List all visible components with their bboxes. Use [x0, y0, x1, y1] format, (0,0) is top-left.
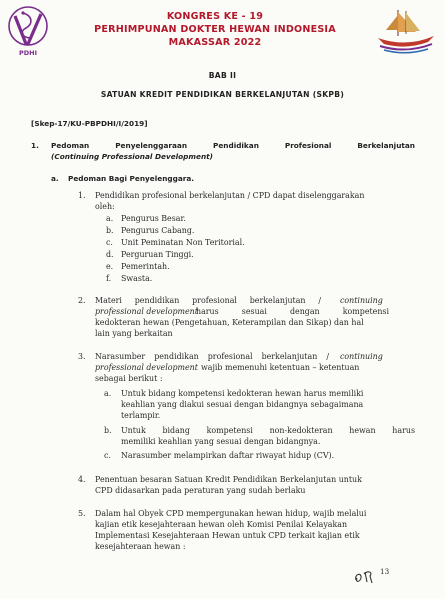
- document-header: [0, 0, 445, 58]
- skep-reference: [Skep-17/KU-PBPDHI/I/2019]: [31, 119, 148, 128]
- list-item: Pemerintah.: [121, 262, 170, 271]
- item-2-text: harus sesuai dengan kompetensi: [196, 307, 389, 316]
- item-3-text: Narasumber pendidikan profesional berkelanjutan /: [95, 352, 329, 361]
- section-1-number: 1.: [31, 141, 39, 150]
- organization-name: PERHIMPUNAN DOKTER HEWAN INDONESIA: [94, 24, 336, 35]
- list-item-letter: a.: [106, 214, 114, 223]
- list-item-letter: b.: [106, 226, 114, 235]
- item-5-text: kesejahteraan hewan :: [95, 542, 186, 551]
- list-item-letter: a.: [104, 389, 112, 398]
- list-item-letter: d.: [106, 250, 114, 259]
- item-1-number: 1.: [78, 191, 86, 200]
- item-2-text: Materi pendidikan profesional berkelanjutan /: [95, 296, 321, 305]
- handwritten-initials: [356, 572, 372, 583]
- item-1-text: oleh:: [95, 202, 115, 211]
- list-item: Untuk bidang kompetensi non-kedokteran hewan harus: [121, 426, 415, 435]
- list-item: keahlian yang diakui sesuai dengan bidangnya sebagaimana: [121, 400, 364, 409]
- chapter-heading: BAB II: [208, 71, 237, 80]
- list-item-letter: b.: [104, 426, 112, 435]
- subsection-a-letter: a.: [51, 174, 59, 183]
- item-2-text-italic: professional development: [95, 307, 198, 316]
- list-item: Swasta.: [121, 274, 153, 283]
- item-2-text: lain yang berkaitan: [95, 329, 173, 338]
- list-item: Pengurus Besar.: [121, 214, 186, 223]
- list-item: Unit Peminatan Non Teritorial.: [121, 238, 245, 247]
- page-number: 13: [380, 567, 390, 576]
- list-item-letter: c.: [104, 451, 111, 460]
- list-item-letter: e.: [106, 262, 114, 271]
- section-1-subtitle: (Continuing Professional Development): [51, 152, 213, 161]
- list-item-letter: c.: [106, 238, 113, 247]
- item-2-text-italic: continuing: [340, 296, 383, 305]
- item-4-text: CPD didasarkan pada peraturan yang sudah berlaku: [95, 486, 306, 495]
- item-5-text: Dalam hal Obyek CPD mempergunakan hewan hidup, wajib melalui: [95, 509, 367, 518]
- item-3-text: wajib memenuhi ketentuan – ketentuan: [201, 363, 360, 372]
- list-item-letter: f.: [106, 274, 112, 283]
- item-3-text-italic: professional development: [95, 363, 198, 372]
- pinisi-boat-logo: [376, 6, 436, 56]
- pdhi-logo: [6, 4, 50, 58]
- item-3-text-italic: continuing: [340, 352, 383, 361]
- page-number-mark: [352, 564, 412, 586]
- item-1-text: Pendidikan profesional berkelanjutan / CPD dapat diselenggarakan: [95, 191, 365, 200]
- list-item: Pengurus Cabang.: [121, 226, 195, 235]
- item-3-number: 3.: [78, 352, 86, 361]
- item-5-number: 5.: [78, 509, 86, 518]
- list-item: Narasumber melampirkan daftar riwayat hidup (CV).: [121, 451, 335, 460]
- item-2-number: 2.: [78, 296, 86, 305]
- item-5-text: kajian etik kesejahteraan hewan oleh Komisi Penilai Kelayakan: [95, 520, 348, 529]
- congress-title: KONGRES KE - 19: [166, 11, 264, 22]
- section-1-title: Pedoman Penyelenggaraan Pendidikan Profesional Berkelanjutan: [51, 141, 415, 150]
- item-5-text: Implementasi Kesejahteraan Hewan untuk CPD terkait kajian etik: [95, 531, 360, 540]
- item-4-number: 4.: [78, 475, 86, 484]
- item-2-text: kedokteran hewan (Pengetahuan, Keterampilan dan Sikap) dan hal: [95, 318, 364, 327]
- congress-location: MAKASSAR 2022: [168, 37, 262, 48]
- chapter-title: SATUAN KREDIT PENDIDIKAN BERKELANJUTAN (SKPB): [100, 90, 345, 99]
- item-4-text: Penentuan besaran Satuan Kredit Pendidikan Berkelanjutan untuk: [95, 475, 362, 484]
- list-item: memiliki keahlian yang sesuai dengan bidangnya.: [121, 437, 321, 446]
- list-item: Untuk bidang kompetensi kedokteran hewan harus memiliki: [121, 389, 364, 398]
- subsection-a-title: Pedoman Bagi Penyelenggara.: [68, 174, 195, 183]
- pdhi-logo-text: PDHI: [18, 49, 38, 57]
- list-item: terlampir.: [121, 411, 161, 420]
- list-item: Perguruan Tinggi.: [121, 250, 194, 259]
- item-3-text: sebagai berikut :: [95, 374, 163, 383]
